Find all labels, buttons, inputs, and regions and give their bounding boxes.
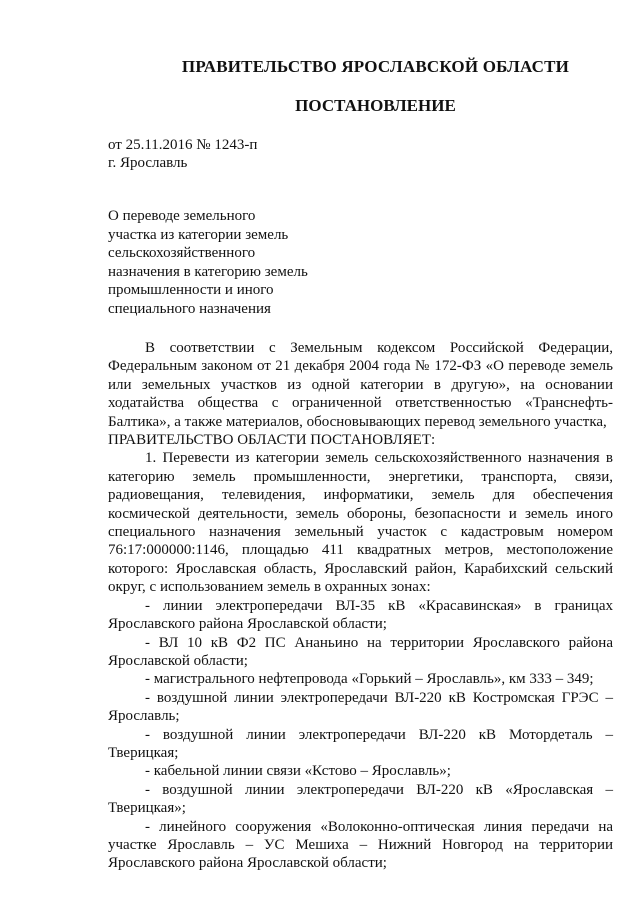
zone-item: - воздушной линии электропередачи ВЛ-220 кВ «Ярославская – Тверицкая»; — [108, 781, 613, 817]
zone-item: - ВЛ 10 кВ Ф2 ПС Ананьино на территории Ярославского района Ярославской области; — [108, 634, 613, 669]
zone-item: - кабельной линии связи «Кстово – Ярославль»; — [145, 763, 451, 780]
zone-item: - линии электропередачи ВЛ-35 кВ «Красавинская» в границах Ярославского района Ярославской области; — [108, 597, 613, 633]
document-subject — [108, 207, 308, 318]
subject-line: сельскохозяйственного — [108, 245, 256, 261]
item-1-paragraph: 1. Перевести из категории земель сельскохозяйственного назначения в категорию земель промышленности, энергетики, транспорта, связи, радиовещания, телевидения, информатики, земель для обеспечения космической деятельности, земель обороны, безопасности и земель иного специального назначения земельный участок с кадастровым номером 76:17:000000:1146, площадью 411 квадратных метров, местоположение которого: Ярославская область, Ярославский район, Карабихский сельский округ, с использованием земель в охранных зонах: — [108, 450, 613, 596]
preamble-paragraph: В соответствии с Земельным кодексом Российской Федерации, Федеральным законом от 21 декабря 2004 года № 172-ФЗ «О переводе земель или земельных участков из одной категории в другую», на основании ходатайства общества с ограниченной ответственностью «Транснефть-Балтика», а также материалов, обосновывающих перевод земельного участка, — [108, 340, 613, 430]
zone-item: - воздушной линии электропередачи ВЛ-220 кВ Костромская ГРЭС – Ярославль; — [108, 689, 613, 725]
subject-line: промышленности и иного — [108, 282, 274, 298]
document-type: ПОСТАНОВЛЕНИЕ — [295, 96, 456, 115]
subject-line: О переводе земельного — [108, 208, 256, 224]
city: г. Ярославль — [108, 155, 188, 171]
subject-line: специального назначения — [108, 300, 271, 317]
zone-item: - магистрального нефтепровода «Горький – Ярославль», км 333 – 349; — [145, 671, 594, 688]
zone-item: - линейного сооружения «Волоконно-оптическая линия передачи на участке Ярославль – УС Мешиха – Нижний Новгород на территории Ярославского района Ярославской области; — [108, 818, 613, 872]
subject-line: назначения в категорию земель — [108, 263, 308, 280]
date-number: от 25.11.2016 № 1243-п — [108, 137, 258, 153]
zone-item: - воздушной линии электропередачи ВЛ-220 кВ Мотордеталь – Тверицкая; — [108, 726, 613, 761]
document-meta — [108, 136, 257, 172]
resolves-line: ПРАВИТЕЛЬСТВО ОБЛАСТИ ПОСТАНОВЛЯЕТ: — [108, 432, 436, 449]
subject-line: участка из категории земель — [108, 226, 289, 243]
government-title: ПРАВИТЕЛЬСТВО ЯРОСЛАВСКОЙ ОБЛАСТИ — [181, 57, 570, 76]
document-body — [108, 339, 613, 873]
